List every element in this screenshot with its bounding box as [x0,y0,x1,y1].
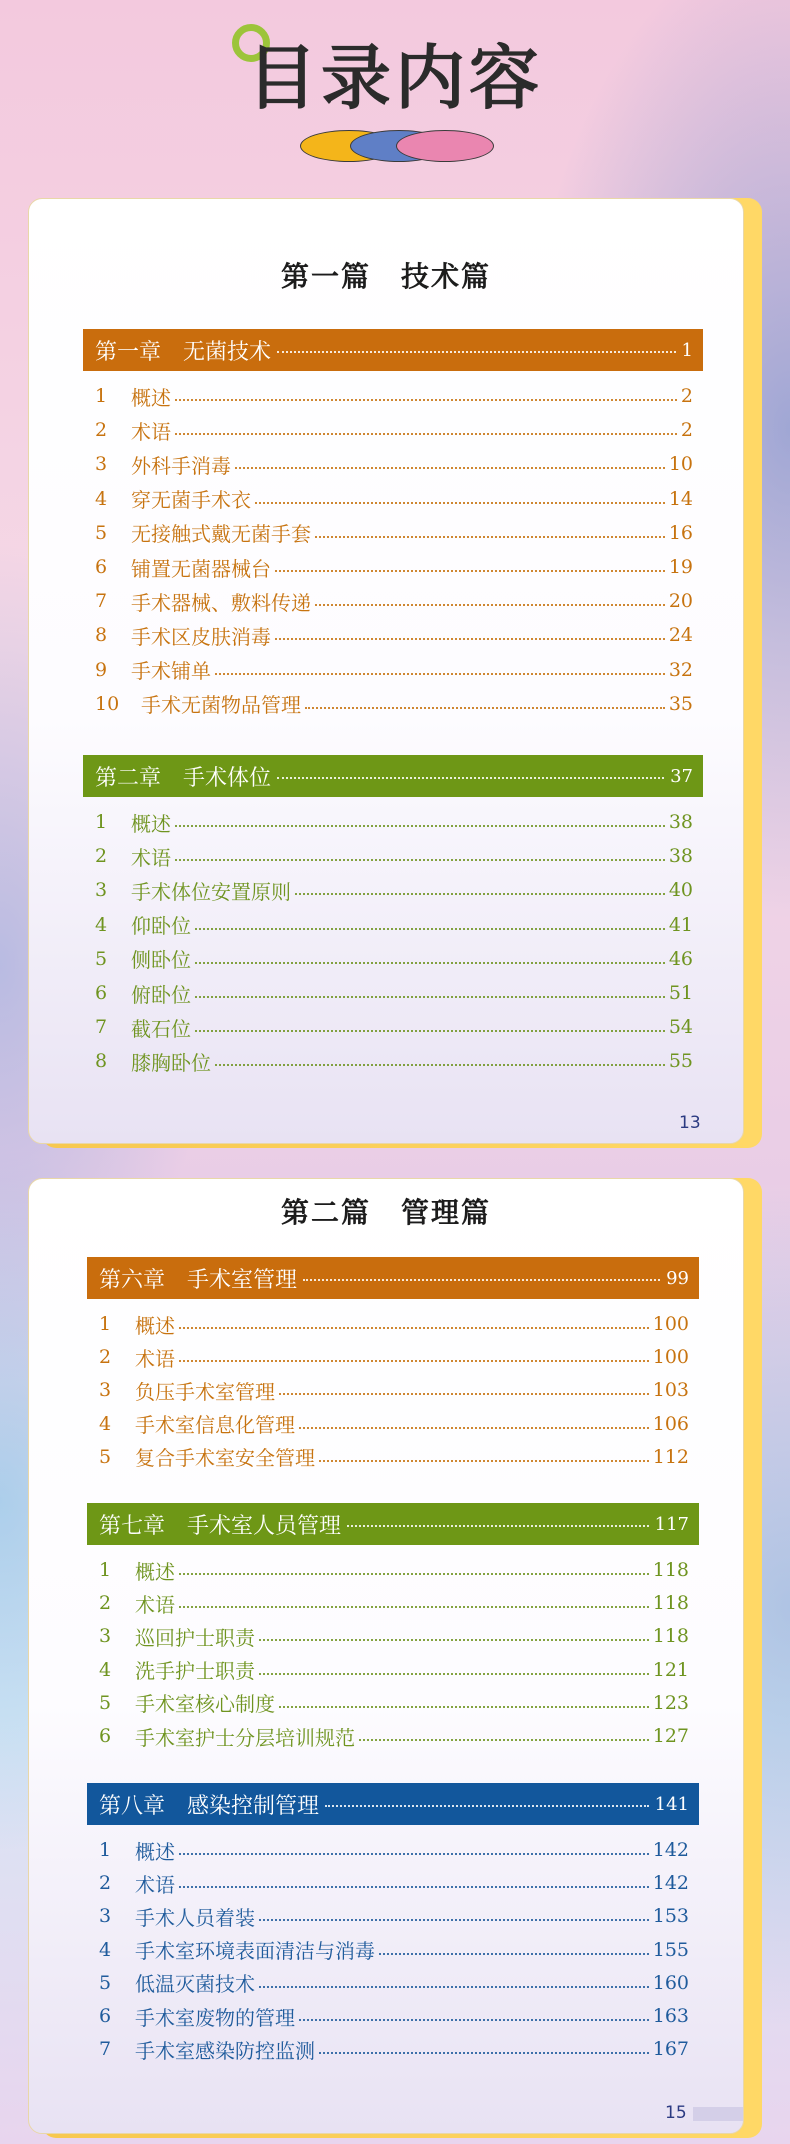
chapter-heading[interactable] [83,329,703,371]
toc-entry[interactable] [83,653,703,687]
toc-entry[interactable] [87,1866,699,1900]
toc-entry[interactable] [87,1899,699,1933]
entry-title: 膝胸卧位 [131,1050,211,1075]
entry-number: 4 [99,1658,112,1681]
entry-title: 手术室护士分层培训规范 [135,1725,355,1750]
dot-leader [175,399,677,401]
chapter-heading[interactable] [87,1503,699,1545]
dot-leader [215,673,665,675]
dot-leader [195,996,665,998]
entry-number: 4 [99,1938,112,1961]
toc-entry[interactable] [83,1044,703,1078]
dot-leader [179,1886,649,1888]
chapter-heading[interactable] [87,1257,699,1299]
toc-entry[interactable] [83,379,703,413]
chapter-page: 37 [670,765,693,787]
entry-number: 9 [95,658,108,681]
entry-number: 4 [95,913,108,936]
entry-number: 8 [95,1050,108,1073]
entry-page: 155 [652,1938,689,1961]
dot-leader [319,1460,649,1462]
entry-number: 4 [99,1412,112,1435]
toc-entry[interactable] [83,516,703,550]
toc-entry[interactable] [83,942,703,976]
dot-leader [305,707,665,709]
entry-number: 2 [99,1872,112,1895]
entry-page: 24 [668,624,693,647]
dot-leader [295,893,665,895]
dot-leader [259,1919,649,1921]
entry-page: 118 [652,1559,689,1581]
toc-entry[interactable] [83,805,703,839]
entry-title: 巡回护士职责 [135,1625,255,1650]
entry-page: 103 [652,1379,689,1402]
entry-title: 概述 [135,1313,175,1338]
entry-number: 1 [99,1313,112,1335]
entry-title: 手术铺单 [131,659,211,684]
page-number: 13 [679,1113,701,1133]
entry-page: 118 [652,1592,689,1615]
entry-page: 32 [668,658,693,681]
toc-entry[interactable] [83,584,703,618]
chapter-page: 141 [654,1793,689,1815]
dot-leader [347,1525,649,1527]
entry-number: 2 [95,419,108,442]
entry-title: 洗手护士职责 [135,1659,255,1684]
entry-title: 无接触式戴无菌手套 [131,522,311,547]
toc-entry[interactable] [83,908,703,942]
entry-page: 163 [652,2005,689,2027]
entry-page: 100 [652,1313,689,1335]
entry-title: 低温灭菌技术 [135,1972,255,1997]
entry-page: 51 [668,982,693,1004]
entry-title: 手术器械、敷料传递 [131,590,311,615]
entry-page: 2 [680,419,693,442]
entry-number: 2 [99,1346,112,1369]
entry-title: 手术无菌物品管理 [141,693,301,718]
entry-page: 38 [668,845,693,868]
part-title: 第二篇 管理篇 [280,1196,491,1229]
dot-leader [179,1853,649,1855]
entry-title: 术语 [131,419,171,444]
toc-entry[interactable] [83,413,703,447]
entry-title: 手术体位安置原则 [131,879,291,904]
decorative-ovals [300,130,500,162]
dot-leader [259,1986,649,1988]
entry-title: 手术室核心制度 [135,1692,275,1717]
entry-number: 2 [99,1592,112,1615]
entry-page: 14 [668,487,693,510]
dot-leader [359,1739,649,1741]
toc-card-part-2 [28,1178,762,2138]
pink-oval-icon [396,130,494,162]
toc-entry[interactable] [87,1719,699,1753]
dot-leader [279,1706,649,1708]
chapter-heading[interactable] [83,755,703,797]
chapter-label: 第八章 感染控制管理 [99,1793,320,1819]
entry-page: 46 [668,947,693,970]
entry-number: 6 [95,982,108,1004]
dot-leader [277,351,676,353]
toc-entry[interactable] [87,1999,699,2033]
dot-leader [175,859,665,861]
toc-entry[interactable] [87,1653,699,1687]
entry-title: 概述 [131,385,171,410]
entry-page: 16 [668,521,693,544]
toc-entry[interactable] [83,976,703,1010]
entry-title: 概述 [135,1559,175,1584]
dot-leader [277,777,664,779]
entry-page: 54 [668,1016,693,1039]
chapter-label: 第二章 手术体位 [95,765,272,791]
entry-title: 手术室废物的管理 [135,2005,295,2030]
entry-title: 术语 [135,1346,175,1371]
entry-title: 手术室信息化管理 [135,1413,295,1438]
toc-entry[interactable] [83,687,703,721]
entry-number: 6 [99,2005,112,2027]
page-marker [693,2107,743,2121]
chapter-page: 117 [654,1513,689,1535]
entry-title: 复合手术室安全管理 [135,1446,315,1471]
entry-title: 负压手术室管理 [135,1379,275,1404]
dot-leader [175,433,677,435]
page-title: 目录内容 [247,37,543,119]
entry-number: 1 [99,1839,112,1861]
entry-title: 外科手消毒 [131,453,231,478]
dot-leader [299,2019,649,2021]
entry-page: 153 [652,1905,689,1928]
chapter-label: 第七章 手术室人员管理 [99,1513,342,1539]
entry-number: 5 [99,1691,112,1714]
toc-card-part-1 [28,198,762,1148]
entry-title: 概述 [131,811,171,836]
entry-title: 铺置无菌器械台 [131,556,271,581]
dot-leader [215,1064,665,1066]
dot-leader [195,962,665,964]
chapter-page: 1 [681,339,693,361]
entry-number: 6 [99,1725,112,1747]
entry-page: 118 [652,1625,689,1648]
toc-entry[interactable] [87,1933,699,1967]
dot-leader [259,1639,649,1641]
dot-leader [275,570,665,572]
entry-number: 7 [99,2038,112,2061]
entry-number: 4 [95,487,108,510]
toc-entry[interactable] [87,1833,699,1867]
chapter-page: 99 [666,1267,689,1289]
chapter-label: 第一章 无菌技术 [95,339,272,365]
dot-leader [179,1606,649,1608]
dot-leader [279,1393,649,1395]
entry-title: 侧卧位 [131,948,191,973]
entry-page: 112 [652,1445,689,1468]
entry-number: 1 [99,1559,112,1581]
entry-page: 20 [668,590,693,613]
entry-page: 55 [668,1050,693,1073]
entry-number: 5 [95,521,108,544]
dot-leader [325,1805,649,1807]
toc-entry[interactable] [83,447,703,481]
toc-entry[interactable] [83,873,703,907]
toc-entry[interactable] [83,839,703,873]
page-number: 15 [665,2103,687,2123]
entry-page: 10 [668,453,693,476]
entry-page: 100 [652,1346,689,1369]
entry-title: 术语 [135,1592,175,1617]
toc-entry[interactable] [87,1373,699,1407]
entry-number: 8 [95,624,108,647]
dot-leader [179,1360,649,1362]
dot-leader [303,1279,660,1281]
entry-number: 3 [99,1379,112,1402]
toc-entry[interactable] [87,1619,699,1653]
entry-title: 手术室感染防控监测 [135,2038,315,2063]
entry-page: 19 [668,556,693,578]
dot-leader [179,1327,649,1329]
entry-page: 121 [652,1658,689,1681]
entry-page: 41 [668,913,693,936]
toc-entry[interactable] [83,482,703,516]
entry-title: 仰卧位 [131,914,191,939]
dot-leader [315,604,665,606]
dot-leader [175,825,665,827]
entry-number: 7 [95,590,108,613]
toc-entry[interactable] [87,1966,699,2000]
toc-entry[interactable] [83,550,703,584]
entry-number: 3 [95,879,108,902]
dot-leader [235,467,665,469]
entry-page: 142 [652,1839,689,1861]
dot-leader [195,1030,665,1032]
entry-title: 手术区皮肤消毒 [131,624,271,649]
entry-number: 3 [99,1905,112,1928]
entry-page: 123 [652,1691,689,1714]
entry-title: 俯卧位 [131,982,191,1007]
toc-entry[interactable] [83,1010,703,1044]
toc-entry[interactable] [87,1340,699,1374]
toc-entry[interactable] [87,2032,699,2066]
entry-number: 10 [95,692,120,715]
entry-title: 截石位 [131,1016,191,1041]
entry-page: 160 [652,1971,689,1994]
entry-number: 3 [99,1625,112,1648]
toc-entry[interactable] [87,1307,699,1341]
entry-number: 5 [99,1445,112,1468]
toc-entry[interactable] [83,618,703,652]
entry-number: 3 [95,453,108,476]
entry-number: 6 [95,556,108,578]
toc-entry[interactable] [87,1440,699,1474]
entry-number: 7 [95,1016,108,1039]
dot-leader [179,1573,649,1575]
dot-leader [259,1673,649,1675]
chapter-label: 第六章 手术室管理 [99,1267,298,1293]
part-title: 第一篇 技术篇 [280,260,491,293]
header [0,0,790,180]
entry-title: 手术人员着装 [135,1905,255,1930]
toc-entry[interactable] [87,1407,699,1441]
toc-entry[interactable] [87,1586,699,1620]
toc-entry[interactable] [87,1553,699,1587]
entry-title: 概述 [135,1839,175,1864]
entry-number: 1 [95,385,108,407]
entry-page: 142 [652,1872,689,1895]
entry-page: 38 [668,811,693,833]
entry-page: 127 [652,1725,689,1747]
dot-leader [275,638,665,640]
entry-page: 40 [668,879,693,902]
dot-leader [299,1427,649,1429]
entry-title: 穿无菌手术衣 [131,488,251,513]
entry-number: 2 [95,845,108,868]
dot-leader [315,536,665,538]
entry-page: 106 [652,1412,689,1435]
entry-title: 术语 [131,845,171,870]
entry-page: 35 [668,692,693,715]
entry-title: 术语 [135,1872,175,1897]
entry-number: 1 [95,811,108,833]
dot-leader [255,502,665,504]
entry-page: 167 [652,2038,689,2061]
dot-leader [379,1953,649,1955]
dot-leader [195,928,665,930]
entry-title: 手术室环境表面清洁与消毒 [135,1939,375,1964]
entry-number: 5 [95,947,108,970]
entry-page: 2 [680,385,693,407]
toc-entry[interactable] [87,1686,699,1720]
entry-number: 5 [99,1971,112,1994]
chapter-heading[interactable] [87,1783,699,1825]
dot-leader [319,2052,649,2054]
